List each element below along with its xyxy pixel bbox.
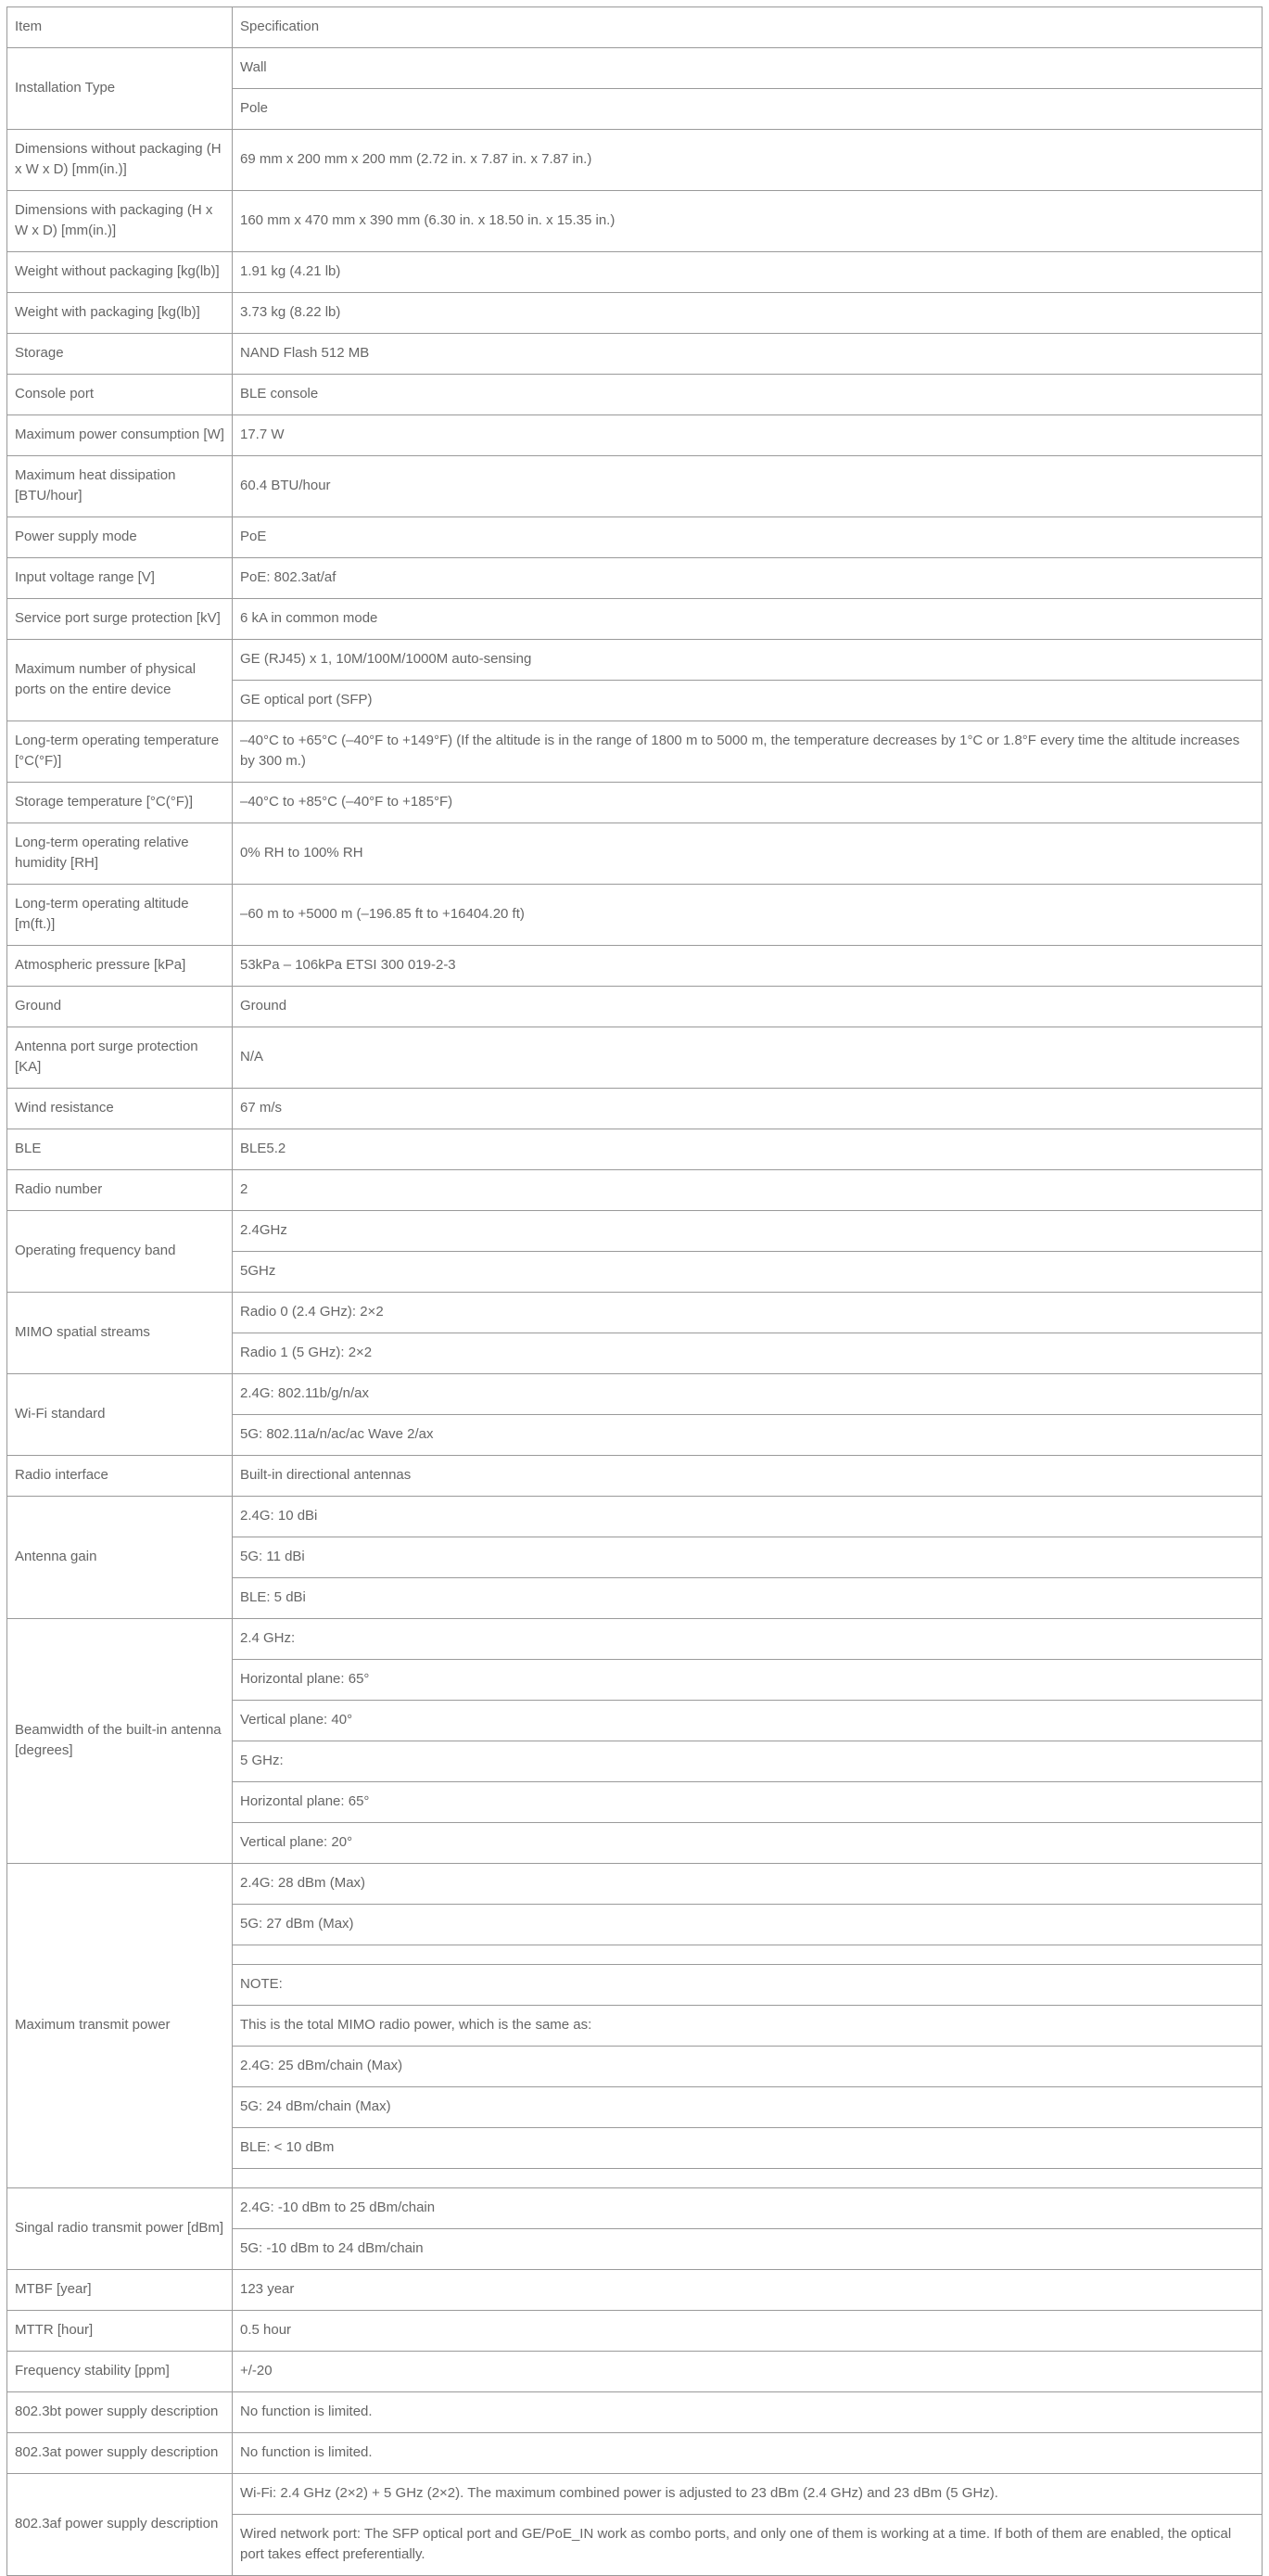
table-row xyxy=(7,2311,1263,2352)
item-cell: 802.3bt power supply description xyxy=(7,2392,233,2433)
spec-cell: Vertical plane: 40° xyxy=(233,1701,1263,1741)
table-row xyxy=(7,2352,1263,2392)
spec-cell: 5G: 802.11a/n/ac/ac Wave 2/ax xyxy=(233,1415,1263,1456)
table-row xyxy=(7,640,1263,681)
item-cell: Installation Type xyxy=(7,48,233,130)
spec-cell: 53kPa – 106kPa ETSI 300 019-2-3 xyxy=(233,946,1263,987)
header-specification: Specification xyxy=(233,7,1263,48)
item-cell: Maximum number of physical ports on the entire device xyxy=(7,640,233,721)
item-cell: Maximum heat dissipation [BTU/hour] xyxy=(7,456,233,517)
spec-cell: Radio 1 (5 GHz): 2×2 xyxy=(233,1333,1263,1374)
spec-cell: 60.4 BTU/hour xyxy=(233,456,1263,517)
table-row xyxy=(7,885,1263,946)
table-row xyxy=(7,2270,1263,2311)
item-cell: Weight with packaging [kg(lb)] xyxy=(7,293,233,334)
spec-cell: Vertical plane: 20° xyxy=(233,1823,1263,1864)
item-cell: Service port surge protection [kV] xyxy=(7,599,233,640)
item-cell: Long-term operating temperature [°C(°F)] xyxy=(7,721,233,783)
spec-cell: –60 m to +5000 m (–196.85 ft to +16404.20 ft) xyxy=(233,885,1263,946)
item-cell: BLE xyxy=(7,1129,233,1170)
item-cell: Long-term operating altitude [m(ft.)] xyxy=(7,885,233,946)
spec-cell: 5 GHz: xyxy=(233,1741,1263,1782)
spec-cell: Pole xyxy=(233,89,1263,130)
item-cell: Radio interface xyxy=(7,1456,233,1497)
item-cell: Input voltage range [V] xyxy=(7,558,233,599)
item-cell: Dimensions with packaging (H x W x D) [mm(in.)] xyxy=(7,191,233,252)
item-cell: MTTR [hour] xyxy=(7,2311,233,2352)
spec-cell: 123 year xyxy=(233,2270,1263,2311)
item-cell: Console port xyxy=(7,375,233,415)
table-row xyxy=(7,558,1263,599)
spec-cell: GE (RJ45) x 1, 10M/100M/1000M auto-sensing xyxy=(233,640,1263,681)
spec-cell: 5G: 11 dBi xyxy=(233,1537,1263,1578)
item-cell: Storage xyxy=(7,334,233,375)
item-cell: Antenna gain xyxy=(7,1497,233,1619)
spec-cell: PoE: 802.3at/af xyxy=(233,558,1263,599)
table-row xyxy=(7,783,1263,823)
spec-cell: 2.4G: 28 dBm (Max) xyxy=(233,1864,1263,1905)
spec-cell: BLE: < 10 dBm xyxy=(233,2128,1263,2169)
spec-cell: 5G: -10 dBm to 24 dBm/chain xyxy=(233,2229,1263,2270)
spec-cell: No function is limited. xyxy=(233,2433,1263,2474)
spec-cell: PoE xyxy=(233,517,1263,558)
table-row xyxy=(7,1211,1263,1252)
spec-cell: 2.4GHz xyxy=(233,1211,1263,1252)
spec-cell: BLE console xyxy=(233,375,1263,415)
item-cell: Wind resistance xyxy=(7,1089,233,1129)
spec-cell: BLE5.2 xyxy=(233,1129,1263,1170)
table-body xyxy=(7,7,1263,2576)
item-cell: Dimensions without packaging (H x W x D) [mm(in.)] xyxy=(7,130,233,191)
table-row xyxy=(7,721,1263,783)
spec-cell: Wall xyxy=(233,48,1263,89)
table-row xyxy=(7,946,1263,987)
spec-cell: Wi-Fi: 2.4 GHz (2×2) + 5 GHz (2×2). The maximum combined power is adjusted to 23 dBm (2.4 GHz) and 23 dBm (5 GHz). xyxy=(233,2474,1263,2515)
table-row xyxy=(7,2433,1263,2474)
spec-cell: Horizontal plane: 65° xyxy=(233,1782,1263,1823)
spec-cell: Ground xyxy=(233,987,1263,1027)
spec-cell: –40°C to +65°C (–40°F to +149°F) (If the altitude is in the range of 1800 m to 5000 m, the temperature decreases by 1°C or 1.8°F every time the altitude increases by 300 m.) xyxy=(233,721,1263,783)
table-row xyxy=(7,1129,1263,1170)
table-row xyxy=(7,375,1263,415)
item-cell: Antenna port surge protection [KA] xyxy=(7,1027,233,1089)
spec-cell: 67 m/s xyxy=(233,1089,1263,1129)
table-header-row xyxy=(7,7,1263,48)
spec-cell xyxy=(233,1945,1263,1965)
spec-cell: 2.4G: 802.11b/g/n/ax xyxy=(233,1374,1263,1415)
table-row xyxy=(7,2392,1263,2433)
spec-cell: 2.4G: 25 dBm/chain (Max) xyxy=(233,2047,1263,2087)
spec-cell: 2.4G: 10 dBi xyxy=(233,1497,1263,1537)
spec-cell: NOTE: xyxy=(233,1965,1263,2006)
spec-cell: Horizontal plane: 65° xyxy=(233,1660,1263,1701)
table-row xyxy=(7,48,1263,89)
spec-cell: +/-20 xyxy=(233,2352,1263,2392)
spec-cell: –40°C to +85°C (–40°F to +185°F) xyxy=(233,783,1263,823)
table-row xyxy=(7,1027,1263,1089)
table-row xyxy=(7,599,1263,640)
spec-cell: 0.5 hour xyxy=(233,2311,1263,2352)
item-cell: Maximum power consumption [W] xyxy=(7,415,233,456)
spec-cell: Wired network port: The SFP optical port and GE/PoE_IN work as combo ports, and only one of them is working at a time. If both of them are enabled, the optical port takes effect preferentially. xyxy=(233,2515,1263,2576)
spec-cell: 2.4 GHz: xyxy=(233,1619,1263,1660)
table-row xyxy=(7,252,1263,293)
spec-cell: This is the total MIMO radio power, which is the same as: xyxy=(233,2006,1263,2047)
spec-cell: 2 xyxy=(233,1170,1263,1211)
header-item: Item xyxy=(7,7,233,48)
table-row xyxy=(7,130,1263,191)
item-cell: Power supply mode xyxy=(7,517,233,558)
table-row xyxy=(7,191,1263,252)
item-cell: Storage temperature [°C(°F)] xyxy=(7,783,233,823)
table-row xyxy=(7,1864,1263,1905)
spec-cell: No function is limited. xyxy=(233,2392,1263,2433)
table-row xyxy=(7,1170,1263,1211)
item-cell: Ground xyxy=(7,987,233,1027)
spec-cell: 160 mm x 470 mm x 390 mm (6.30 in. x 18.50 in. x 15.35 in.) xyxy=(233,191,1263,252)
spec-cell: Built-in directional antennas xyxy=(233,1456,1263,1497)
item-cell: MIMO spatial streams xyxy=(7,1293,233,1374)
item-cell: Operating frequency band xyxy=(7,1211,233,1293)
item-cell: Beamwidth of the built-in antenna [degrees] xyxy=(7,1619,233,1864)
spec-cell xyxy=(233,2169,1263,2188)
table-row xyxy=(7,2474,1263,2515)
item-cell: Radio number xyxy=(7,1170,233,1211)
spec-cell: GE optical port (SFP) xyxy=(233,681,1263,721)
spec-cell: N/A xyxy=(233,1027,1263,1089)
spec-cell: 17.7 W xyxy=(233,415,1263,456)
item-cell: MTBF [year] xyxy=(7,2270,233,2311)
spec-cell: 5G: 27 dBm (Max) xyxy=(233,1905,1263,1945)
item-cell: 802.3at power supply description xyxy=(7,2433,233,2474)
table-row xyxy=(7,517,1263,558)
table-row xyxy=(7,1456,1263,1497)
spec-cell: 5G: 24 dBm/chain (Max) xyxy=(233,2087,1263,2128)
spec-cell: 69 mm x 200 mm x 200 mm (2.72 in. x 7.87 in. x 7.87 in.) xyxy=(233,130,1263,191)
spec-cell: 6 kA in common mode xyxy=(233,599,1263,640)
item-cell: Weight without packaging [kg(lb)] xyxy=(7,252,233,293)
table-row xyxy=(7,987,1263,1027)
spec-cell: 2.4G: -10 dBm to 25 dBm/chain xyxy=(233,2188,1263,2229)
item-cell: 802.3af power supply description xyxy=(7,2474,233,2576)
item-cell: Singal radio transmit power [dBm] xyxy=(7,2188,233,2270)
table-row xyxy=(7,456,1263,517)
spec-cell: BLE: 5 dBi xyxy=(233,1578,1263,1619)
table-row xyxy=(7,1089,1263,1129)
item-cell: Long-term operating relative humidity [RH] xyxy=(7,823,233,885)
table-row xyxy=(7,1293,1263,1333)
table-row xyxy=(7,1497,1263,1537)
table-row xyxy=(7,823,1263,885)
item-cell: Maximum transmit power xyxy=(7,1864,233,2188)
table-row xyxy=(7,2188,1263,2229)
table-row xyxy=(7,293,1263,334)
table-row xyxy=(7,415,1263,456)
spec-cell: 3.73 kg (8.22 lb) xyxy=(233,293,1263,334)
spec-cell: Radio 0 (2.4 GHz): 2×2 xyxy=(233,1293,1263,1333)
spec-cell: 1.91 kg (4.21 lb) xyxy=(233,252,1263,293)
specifications-table xyxy=(6,6,1263,2576)
table-row xyxy=(7,1619,1263,1660)
table-row xyxy=(7,1374,1263,1415)
item-cell: Frequency stability [ppm] xyxy=(7,2352,233,2392)
item-cell: Atmospheric pressure [kPa] xyxy=(7,946,233,987)
spec-cell: NAND Flash 512 MB xyxy=(233,334,1263,375)
spec-cell: 0% RH to 100% RH xyxy=(233,823,1263,885)
table-row xyxy=(7,334,1263,375)
spec-cell: 5GHz xyxy=(233,1252,1263,1293)
item-cell: Wi-Fi standard xyxy=(7,1374,233,1456)
